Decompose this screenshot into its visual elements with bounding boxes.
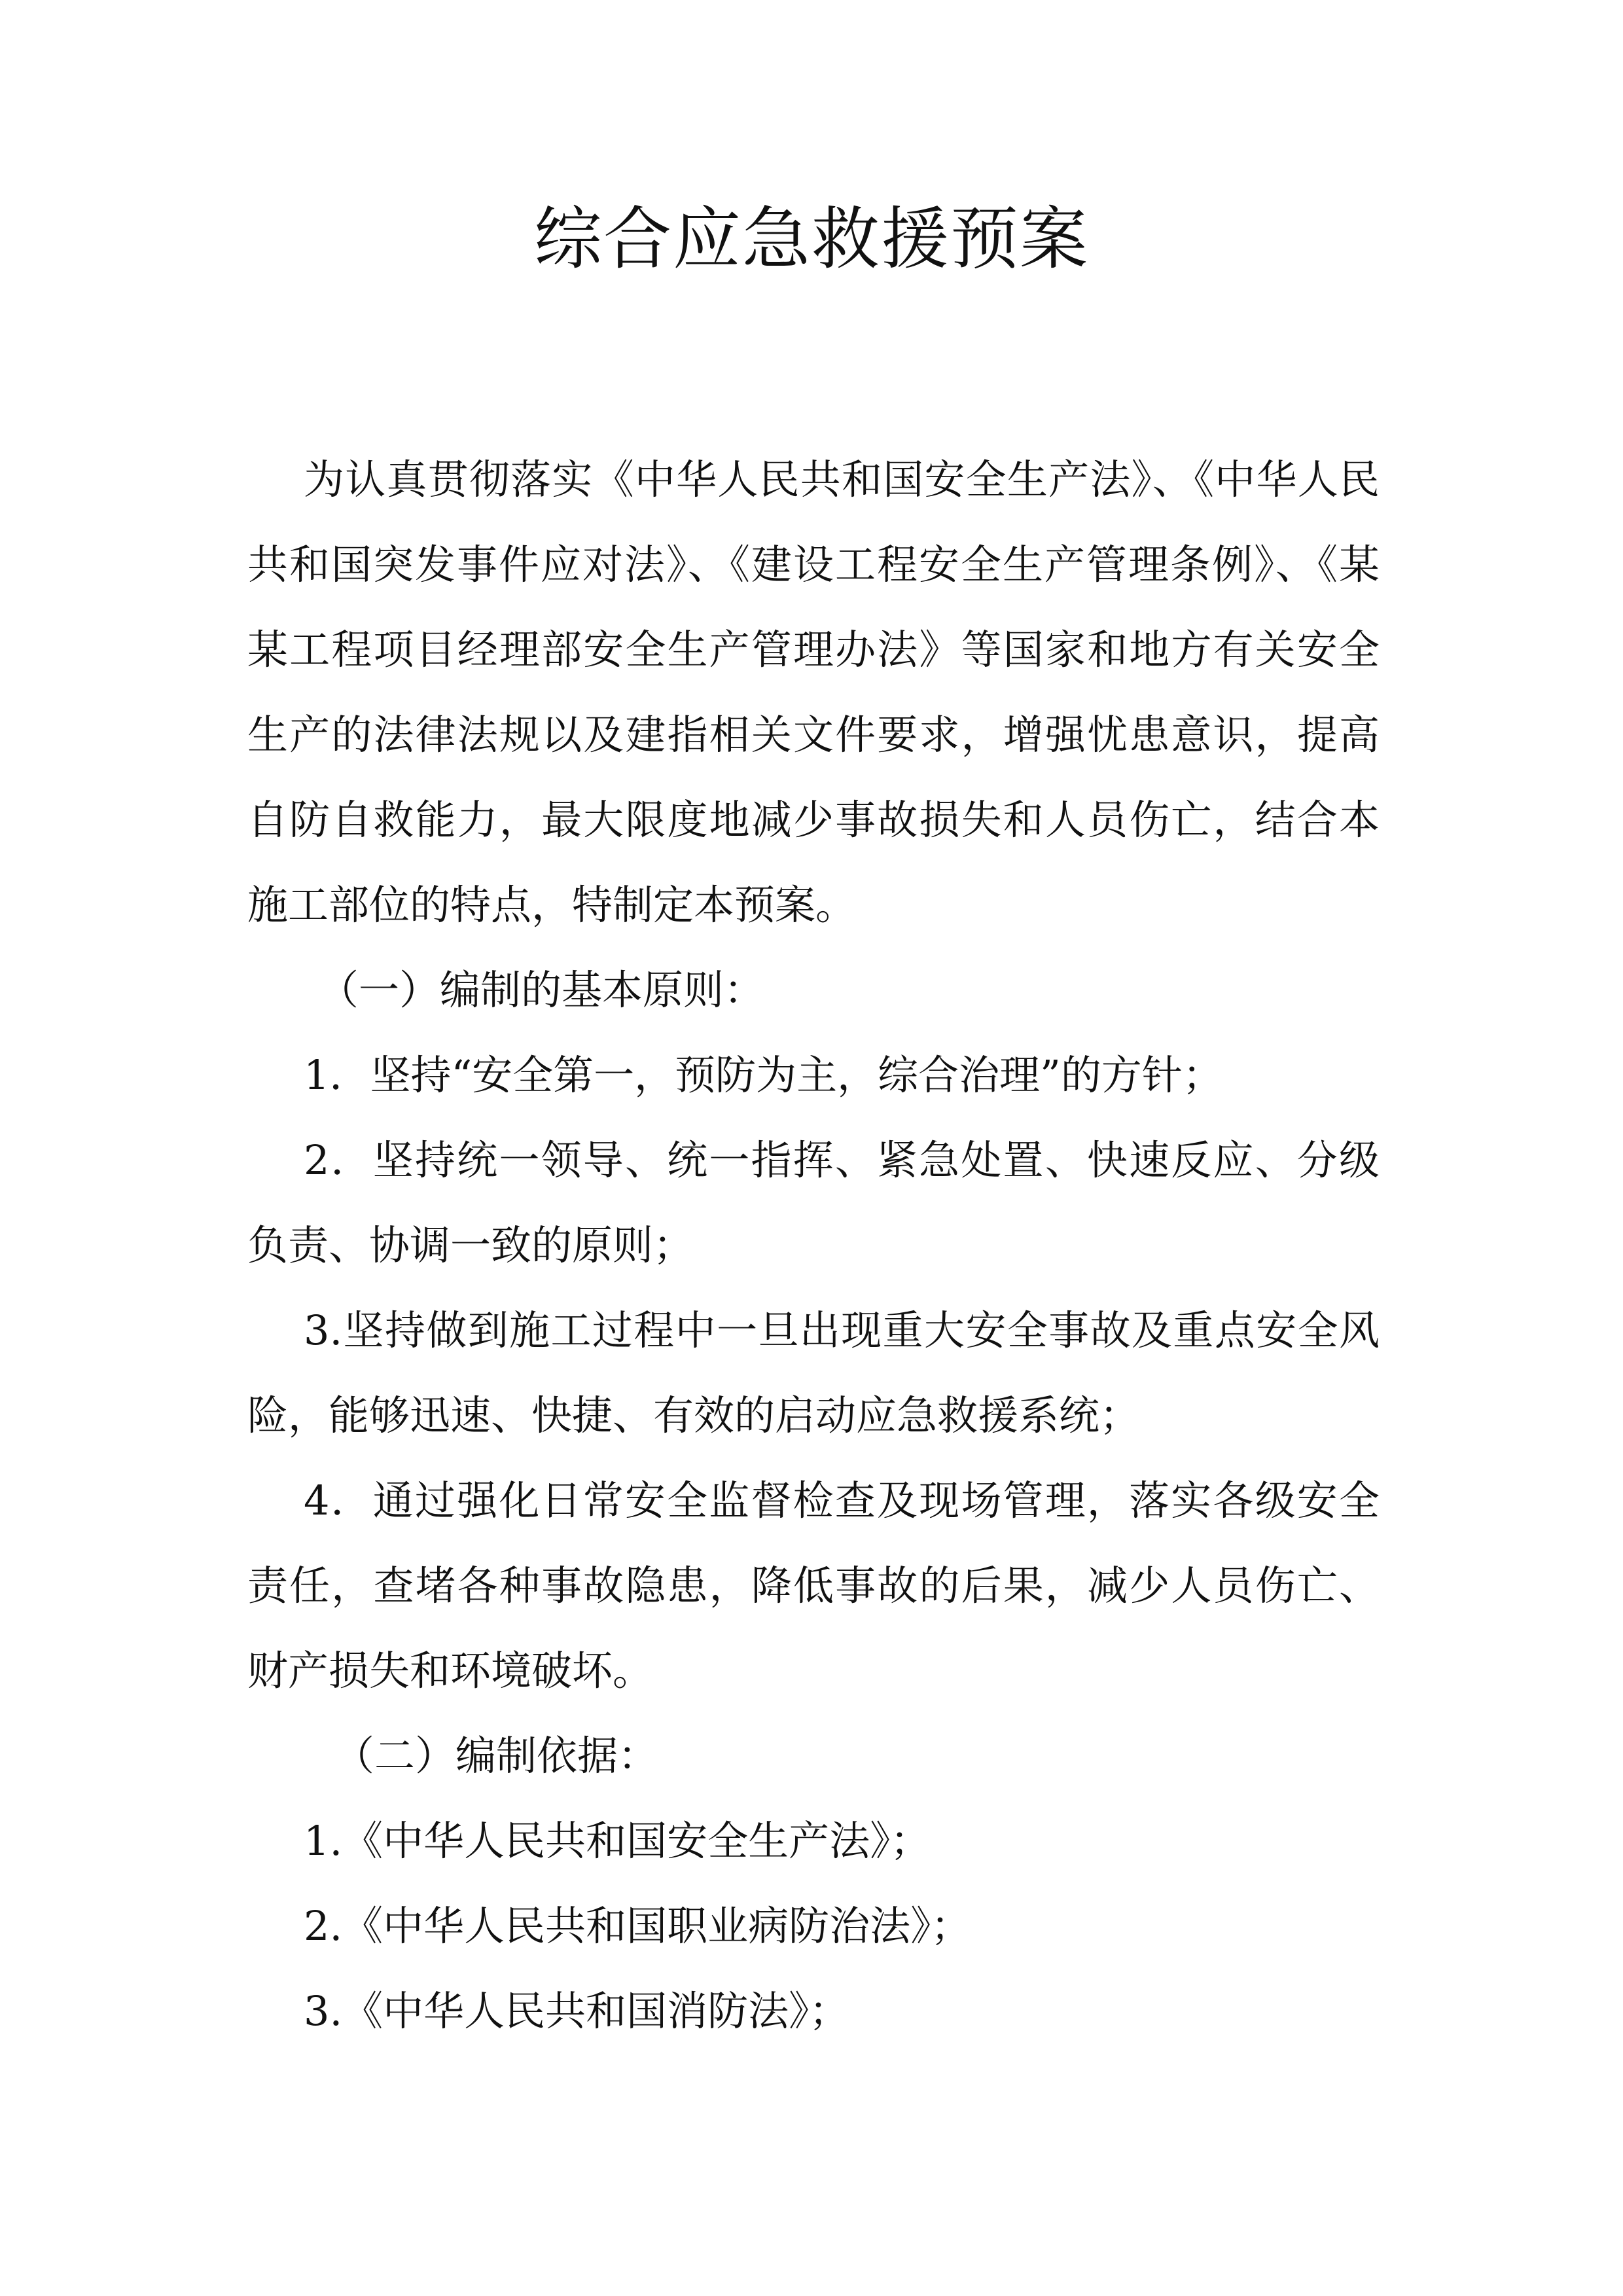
document-title: 综合应急救援预案 (533, 199, 1089, 279)
document-body (247, 437, 1380, 2054)
principle-item-4: 4．通过强化日常安全监督检查及现场管理，落实各级安全责任，查堵各种事故隐患，降低事故的后果，减少人员伤亡、财产损失和环境破坏。 (247, 1477, 1380, 1695)
basis-item-3: 3.《中华人民共和国消防法》； (304, 1987, 850, 2035)
basis-item-2: 2.《中华人民共和国职业病防治法》； (304, 1902, 972, 1950)
basis-item-1: 1.《中华人民共和国安全生产法》； (304, 1817, 931, 1865)
section-heading-basis: （二）编制依据： (334, 1732, 659, 1780)
principle-item-3: 3.坚持做到施工过程中一旦出现重大安全事故及重点安全风险，能够迅速、快捷、有效的启动应急救援系统； (247, 1306, 1380, 1439)
intro-paragraph: 为认真贯彻落实《中华人民共和国安全生产法》、《中华人民共和国突发事件应对法》、《建设工程安全生产管理条例》、《某某工程项目经理部安全生产管理办法》等国家和地方有关安全生产的法律法规以及建指相关文件要求，增强忧患意识，提高自防自救能力，最大限度地减少事故损失和人员伤亡，结合本施工部位的特点，特制定本预案。 (247, 456, 1380, 929)
principle-item-1: 1．坚持“安全第一，预防为主，综合治理”的方针； (304, 1051, 1223, 1099)
section-heading-principles: （一）编制的基本原则： (318, 966, 765, 1014)
principle-item-2: 2．坚持统一领导、统一指挥、紧急处置、快速反应、分级负责、协调一致的原则； (247, 1136, 1380, 1269)
